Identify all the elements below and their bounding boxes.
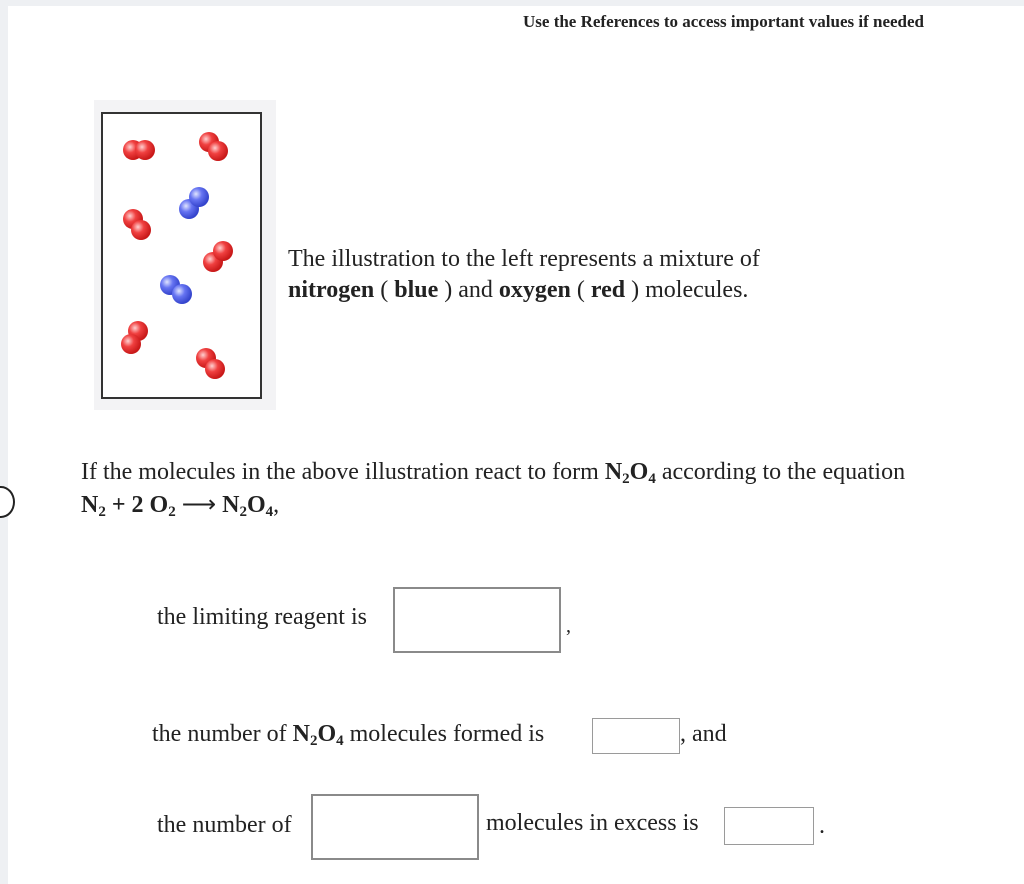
oxygen-molecule [123, 209, 151, 240]
formula-sub: 2 [168, 504, 176, 520]
oxygen-molecule [121, 321, 148, 354]
references-note: Use the References to access important values if needed [523, 12, 924, 31]
formed-label-end: molecules formed is [349, 721, 545, 747]
eq-trail: , [273, 492, 280, 518]
oxygen-label: oxygen [498, 277, 571, 303]
oxygen-molecule [203, 241, 233, 272]
excess-label-start: the number of [157, 812, 292, 838]
illustration-description [288, 244, 760, 306]
page [8, 6, 1024, 884]
paren-molecules: ) molecules. [631, 277, 749, 303]
limiting-reagent-input[interactable] [393, 587, 561, 653]
molecules-formed-label [152, 721, 544, 748]
limiting-trail: , [566, 615, 571, 637]
molecules-formed-input[interactable] [592, 718, 680, 754]
molecule-illustration [101, 112, 262, 399]
description-line1: The illustration to the left represents a mixture of [288, 246, 760, 272]
question-intro: If the molecules in the above illustration react to form [81, 459, 599, 485]
reaction-arrow-icon: ⟶ [181, 492, 217, 518]
excess-trail: . [819, 813, 825, 839]
formed-trail: , and [680, 721, 727, 747]
question-intro-end: according to the equation [661, 459, 906, 485]
nitrogen-molecule [179, 187, 209, 219]
eq-product-n: N [222, 492, 240, 518]
eq-product-o: O [246, 492, 266, 518]
molecules-drawing [103, 114, 260, 397]
question-text [81, 456, 905, 522]
formula-sub: 2 [309, 733, 318, 749]
formula-sub: 2 [622, 471, 630, 487]
paren: ( [576, 277, 585, 303]
formula-o: O [629, 459, 649, 485]
paren: ( [380, 277, 389, 303]
paren-and: ) and [444, 277, 493, 303]
eq-plus-o2: + 2 O [111, 492, 169, 518]
oxygen-molecule [196, 348, 225, 379]
nitrogen-label: nitrogen [288, 277, 375, 303]
formula-sub: 2 [98, 504, 106, 520]
formula-o: O [317, 721, 337, 747]
reaction-equation [81, 492, 273, 518]
red-label: red [590, 277, 626, 303]
limiting-reagent-label: the limiting reagent is [157, 604, 367, 630]
blue-label: blue [394, 277, 439, 303]
formula-n: N [604, 459, 623, 485]
formula-sub: 2 [239, 504, 247, 520]
formula-sub: 4 [265, 504, 274, 520]
formed-label-start: the number of [152, 721, 287, 747]
oxygen-molecule [199, 132, 228, 161]
excess-species-input[interactable] [311, 794, 479, 860]
formula-sub: 4 [336, 733, 344, 749]
excess-label-mid: molecules in excess is [486, 810, 699, 836]
formula-n: N [292, 721, 310, 747]
excess-count-input[interactable] [724, 807, 814, 845]
formula-sub: 4 [648, 471, 656, 487]
eq-n2: N [81, 492, 99, 518]
nitrogen-molecule [160, 275, 192, 304]
oxygen-molecule [123, 140, 155, 160]
